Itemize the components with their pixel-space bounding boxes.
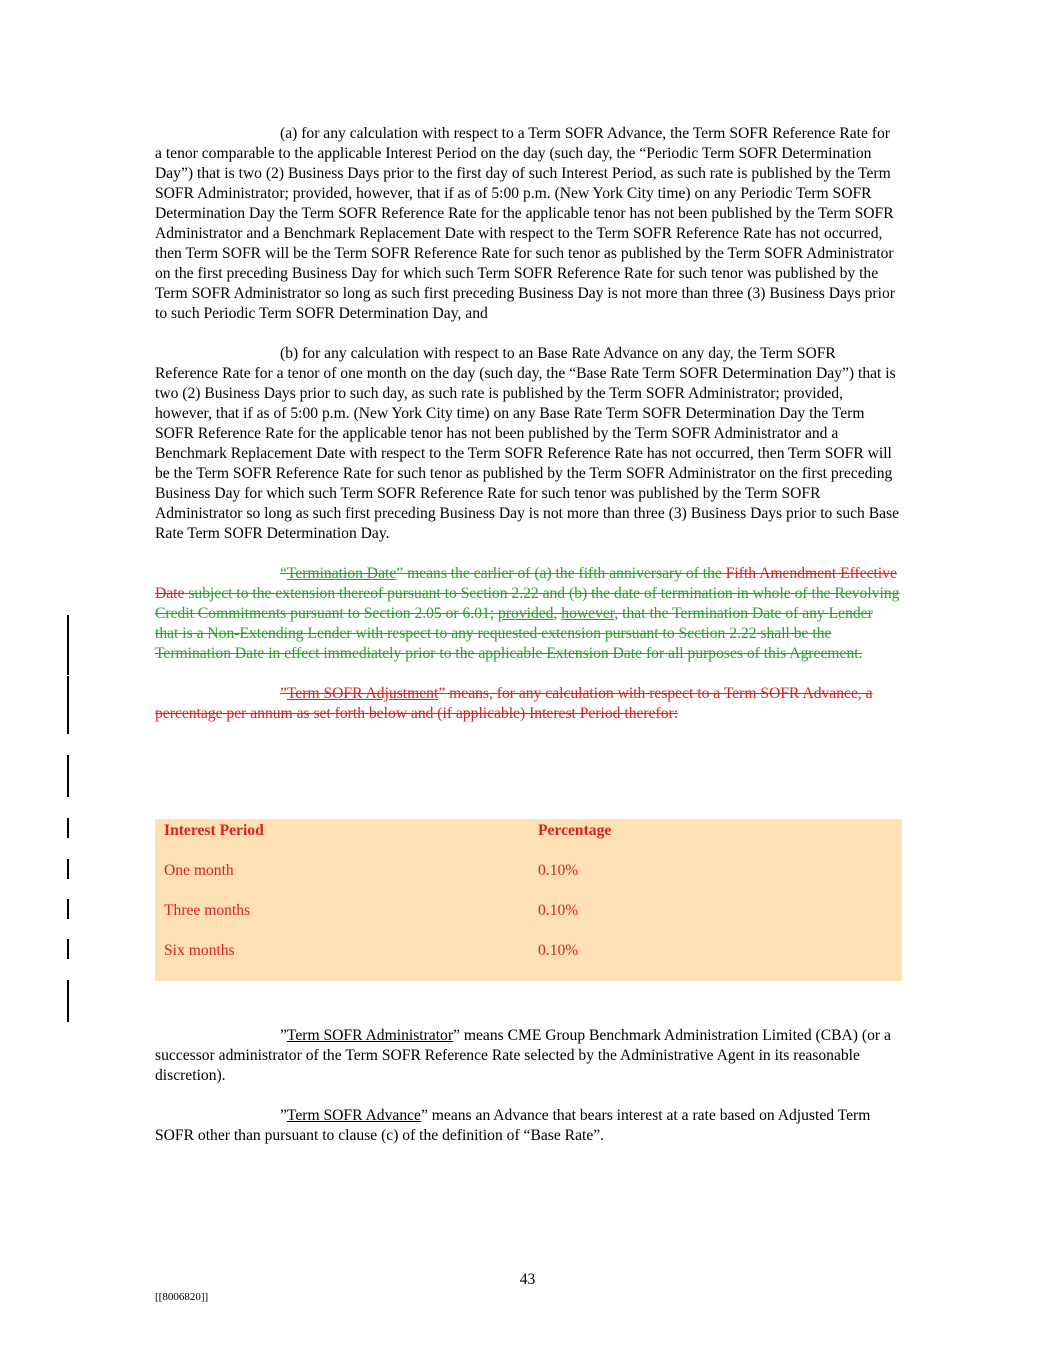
term-sofr-advance-definition bbox=[155, 1106, 900, 1146]
however-word: however bbox=[561, 605, 615, 622]
term-sofr-clause-b: (b) for any calculation with respect to an Base Rate Advance on any day, the Term SOFR Reference Rate for a tenor of one month on the day (such day, the “Base Rate Term SOFR Determination Day”) that is two (2) Business Days prior to such day, as such rate is published by the Term SOFR Administrator; provided, however, that if as of 5:00 p.m. (New York City time) on any Base Rate Term SOFR Determination Day the Term SOFR Reference Rate for the applicable tenor has not been published by the Term SOFR Administrator and a Benchmark Replacement Date with respect to the Term SOFR Reference Rate has not occurred, then Term SOFR will be the Term SOFR Reference Rate for such tenor as published by the Term SOFR Administrator on the first preceding Business Day for which such Term SOFR Reference Rate for such tenor was published by the Term SOFR Administrator so long as such first preceding Business Day is not more than three (3) Business Days prior to such Base Rate Term SOFR Determination Day. bbox=[155, 345, 900, 542]
term-sofr-adjustment-definition bbox=[155, 684, 900, 724]
administrator-quote-open: ” bbox=[280, 1027, 287, 1044]
change-bar bbox=[67, 676, 69, 734]
row-percentage: 0.10% bbox=[538, 942, 579, 959]
table-header-row bbox=[155, 821, 902, 841]
document-id: [[8006820]] bbox=[155, 1291, 209, 1303]
adjustment-quote-open: ” bbox=[280, 685, 287, 702]
document-body bbox=[155, 124, 900, 744]
document-body-continued bbox=[155, 1026, 900, 1166]
change-bar bbox=[67, 818, 69, 838]
row-percentage: 0.10% bbox=[538, 862, 579, 879]
page-number: 43 bbox=[519, 1271, 536, 1288]
row-percentage: 0.10% bbox=[538, 902, 579, 919]
row-period: Six months bbox=[164, 942, 235, 959]
termination-date-term: Termination Date bbox=[286, 565, 397, 582]
term-sofr-adjustment-table bbox=[155, 819, 902, 981]
administrator-text: ” means CME Group Benchmark Administration Limited (CBA) (or a successor administrator of the Term SOFR Reference Rate selected by the Administrative Agent in its reasonable discretion). bbox=[155, 1027, 891, 1084]
term-sofr-adjustment-term: Term SOFR Adjustment bbox=[286, 685, 439, 702]
term-sofr-administrator-term: Term SOFR Administrator bbox=[286, 1027, 454, 1044]
term-sofr-administrator-definition bbox=[155, 1026, 900, 1086]
header-interest-period: Interest Period bbox=[164, 822, 264, 839]
change-bar bbox=[67, 615, 69, 675]
row-period: One month bbox=[164, 862, 234, 879]
change-bar bbox=[67, 859, 69, 879]
termination-comma: , bbox=[553, 605, 562, 622]
advance-quote-open: ” bbox=[280, 1107, 287, 1124]
change-bar bbox=[67, 980, 69, 1022]
term-sofr-clause-a: (a) for any calculation with respect to a Term SOFR Advance, the Term SOFR Reference Rate for a tenor comparable to the applicable Interest Period on the day (such day, the “Periodic Term SOFR Determination Day”) that is two (2) Business Days prior to the first day of such Interest Period, as such rate is published by the Term SOFR Administrator; provided, however, that if as of 5:00 p.m. (New York City time) on any Periodic Term SOFR Determination Day the Term SOFR Reference Rate for the applicable tenor has not been published by the Term SOFR Administrator and a Benchmark Replacement Date with respect to the Term SOFR Reference Rate has not occurred, then Term SOFR will be the Term SOFR Reference Rate for such tenor as published by the Term SOFR Administrator on the first preceding Business Day for which such Term SOFR Reference Rate for such tenor was published by the Term SOFR Administrator so long as such first preceding Business Day is not more than three (3) Business Days prior to such Periodic Term SOFR Determination Day, and bbox=[155, 125, 895, 322]
change-bar bbox=[67, 899, 69, 919]
table-row bbox=[155, 861, 902, 881]
row-period: Three months bbox=[164, 902, 251, 919]
termination-date-definition bbox=[155, 564, 900, 664]
adjustment-text: means, for any calculation with respect to a Term SOFR Advance, a percentage per annum as set forth below and (if applicable) Interest Period therefor: bbox=[155, 685, 873, 722]
table-row bbox=[155, 941, 902, 961]
adjustment-quote-close: ” bbox=[438, 685, 446, 702]
provided-word: provided bbox=[498, 605, 554, 622]
fifth-amendment-effective-date: Fifth Amendment Effective Date bbox=[155, 565, 897, 602]
header-percentage: Percentage bbox=[538, 822, 612, 839]
change-bar bbox=[67, 755, 69, 797]
termination-text-1: ” means the earlier of (a) the fifth anniversary of the bbox=[396, 565, 726, 582]
termination-text-2: subject to the extension thereof pursuant to Section 2.22 and (b) the date of termination in whole of the Revolving Credit Commitments pursuant to Section 2.05 or 6.01; bbox=[155, 585, 900, 622]
table-row bbox=[155, 901, 902, 921]
advance-text: ” means an Advance that bears interest at a rate based on Adjusted Term SOFR other than pursuant to clause (c) of the definition of “Base Rate”. bbox=[155, 1107, 871, 1144]
termination-text-3: , that the Termination Date of any Lender that is a Non-Extending Lender with respect to any requested extension pursuant to Section 2.22 shall be the Termination Date in effect immediately prior to the applicable Extension Date for all purposes of this Agreement. bbox=[155, 605, 873, 662]
term-sofr-advance-term: Term SOFR Advance bbox=[286, 1107, 421, 1124]
change-bar bbox=[67, 939, 69, 959]
termination-quote-open: “ bbox=[280, 565, 287, 582]
